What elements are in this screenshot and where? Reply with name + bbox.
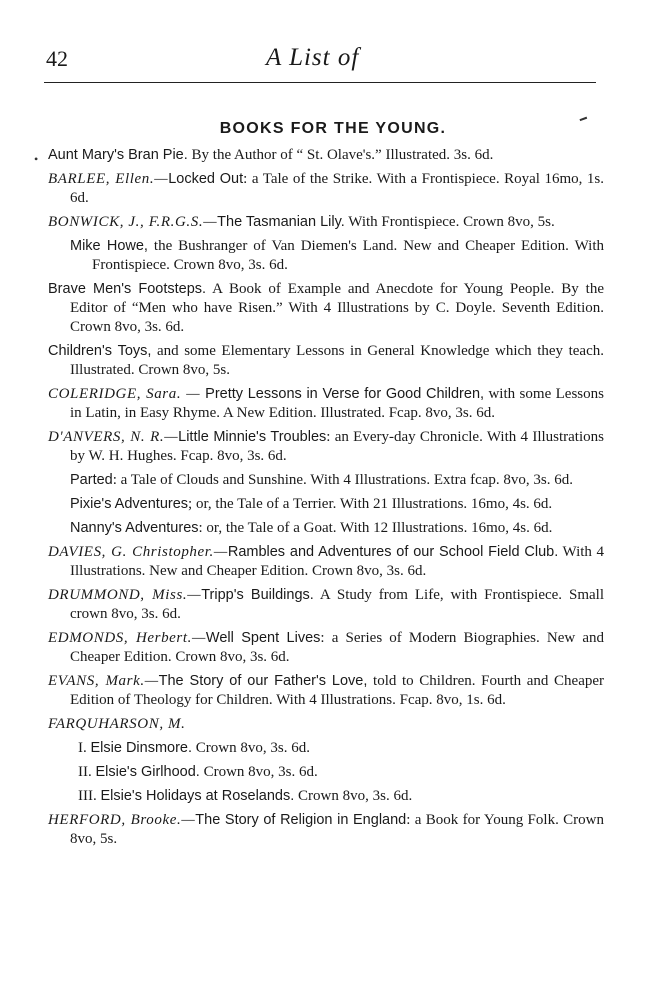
book-entry: [70, 471, 604, 490]
entry-author: DRUMMOND, Miss.—: [48, 587, 202, 603]
entry-author: HERFORD, Brooke.—: [48, 812, 196, 828]
book-entry: [48, 280, 604, 337]
book-list: [48, 146, 604, 854]
entry-title: The Tasmanian Lily.: [217, 214, 345, 230]
book-entry: [48, 672, 604, 710]
header-rule: [44, 82, 596, 83]
pencil-mark-icon: ━: [577, 111, 590, 127]
entry-details: : a Tale of Clouds and Sunshine. With 4 Illustrations. Extra fcap. 8vo, 3s. 6d.: [112, 472, 573, 488]
entry-title: The Story of our Father's Love,: [158, 673, 368, 689]
book-entry: [48, 428, 604, 466]
page-header: [0, 0, 666, 90]
entry-title: Little Minnie's Troubles: [178, 429, 327, 445]
entry-title: Elsie's Girlhood.: [95, 764, 200, 780]
entry-title: Tripp's Buildings.: [201, 587, 314, 603]
entry-title: Children's Toys,: [48, 343, 152, 359]
entry-details: With Frontispiece. Crown 8vo, 5s.: [344, 214, 555, 230]
entry-title: Parted: [70, 472, 113, 488]
entry-details: With 4 Illustrations. New and Cheaper Edition. Crown 8vo, 3s. 6d.: [70, 544, 604, 579]
book-entry: [78, 763, 604, 782]
entry-details: the Bushranger of Van Diemen's Land. New and Cheaper Edition. With Frontispiece. Crown 8vo, 3s. 6d.: [92, 238, 605, 273]
book-entry: [48, 715, 604, 734]
book-entry: [78, 739, 604, 758]
entry-title: Mike Howe,: [70, 238, 148, 254]
book-entry: [70, 237, 604, 275]
book-entry: [48, 586, 604, 624]
entry-details: Crown 8vo, 3s. 6d.: [192, 740, 310, 756]
entry-details: By the Author of “ St. Olave's.” Illustrated. 3s. 6d.: [187, 147, 494, 163]
book-entry: [48, 811, 604, 849]
entry-title: The Story of Religion in England: [195, 812, 407, 828]
entry-author: BARLEE, Ellen.—: [48, 171, 169, 187]
entry-details: : a Book for Young Folk. Crown 8vo, 5s.: [70, 812, 604, 847]
entry-title: Elsie Dinsmore.: [90, 740, 193, 756]
section-heading: BOOKS FOR THE YOUNG.: [219, 120, 447, 137]
entry-numeral: III.: [78, 788, 101, 804]
page-number: 42: [46, 46, 68, 71]
ink-dot-icon: •: [34, 152, 39, 166]
entry-title: Well Spent Lives: [205, 630, 321, 646]
entry-details: and some Elementary Lessons in General Knowledge which they teach. Illustrated. Crown 8vo, 5s.: [70, 343, 604, 378]
book-entry: [78, 787, 604, 806]
entry-author: DAVIES, G. Christopher.—: [48, 544, 228, 560]
book-entry: [48, 629, 604, 667]
entry-title: Rambles and Adventures of our School Field Club.: [227, 544, 559, 560]
book-entry: [48, 213, 604, 232]
entry-details: ; or, the Tale of a Terrier. With 21 Illustrations. 16mo, 4s. 6d.: [188, 496, 553, 512]
entry-details: Crown 8vo, 3s. 6d.: [199, 764, 318, 780]
entry-title: Nanny's Adventures: [70, 520, 199, 536]
entry-details: : a Series of Modern Biographies. New and Cheaper Edition. Crown 8vo, 3s. 6d.: [70, 630, 605, 665]
entry-title: Pretty Lessons in Verse for Good Children,: [205, 386, 485, 402]
book-entry: [48, 170, 604, 208]
entry-title: Aunt Mary's Bran Pie.: [48, 147, 188, 163]
entry-details: : or, the Tale of a Goat. With 12 Illustrations. 16mo, 4s. 6d.: [198, 520, 553, 536]
book-entry: [48, 543, 604, 581]
entry-author: D'ANVERS, N. R.—: [48, 429, 179, 445]
entry-details: A Book of Example and Anecdote for Young People. By the Editor of “Men who have Risen.” With 4 Illustrations by C. Doyle. Seventh Edition. Crown 8vo, 3s. 6d.: [70, 281, 604, 335]
entry-title: Locked Out: [168, 171, 244, 187]
running-title: A List of: [266, 44, 360, 71]
entry-details: told to Children. Fourth and Cheaper Edition of Theology for Children. With 4 Illustrations. Fcap. 8vo, 1s. 6d.: [70, 673, 604, 708]
entry-numeral: I.: [78, 740, 91, 756]
entry-title: Pixie's Adventures: [70, 496, 189, 512]
entry-title: Brave Men's Footsteps.: [48, 281, 207, 297]
book-entry: [48, 146, 604, 165]
entry-details: A Study from Life, with Frontispiece. Small crown 8vo, 3s. 6d.: [70, 587, 604, 622]
book-entry: [70, 519, 604, 538]
entry-author: FARQUHARSON, M.: [48, 716, 186, 732]
book-entry: [48, 342, 604, 380]
entry-author: BONWICK, J., F.R.G.S.—: [48, 214, 218, 230]
book-entry: [48, 385, 604, 423]
entry-author: EVANS, Mark.—: [48, 673, 159, 689]
entry-author: EDMONDS, Herbert.—: [48, 630, 206, 646]
entry-author: COLERIDGE, Sara. —: [48, 386, 206, 402]
entry-details: Crown 8vo, 3s. 6d.: [294, 788, 413, 804]
entry-details: : an Every-day Chronicle. With 4 Illustrations by W. H. Hughes. Fcap. 8vo, 3s. 6d.: [70, 429, 604, 464]
entry-numeral: II.: [78, 764, 96, 780]
entry-title: Elsie's Holidays at Roselands.: [100, 788, 295, 804]
entry-details: : a Tale of the Strike. With a Frontispiece. Royal 16mo, 1s. 6d.: [70, 171, 604, 206]
book-entry: [70, 495, 604, 514]
entry-details: with some Lessons in Latin, in Easy Rhyme. A New Edition. Illustrated. Fcap. 8vo, 3s. 6d.: [70, 386, 604, 421]
